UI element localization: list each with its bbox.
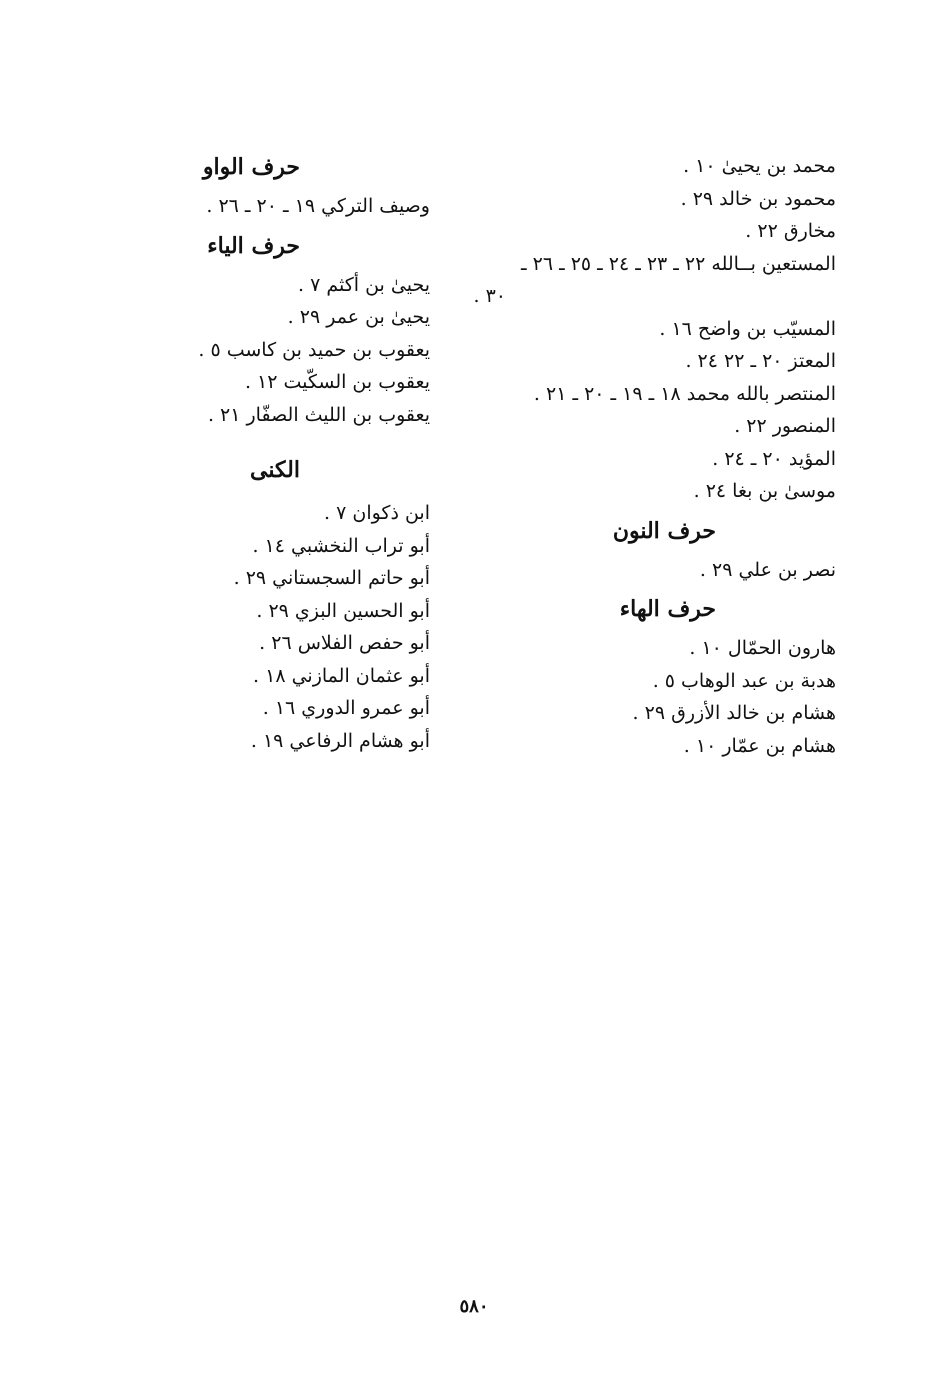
index-entry: المسيّب بن واضح ١٦ . <box>659 317 836 340</box>
index-entry: يعقوب بن الليث الصفّار ٢١ . <box>207 403 430 426</box>
index-entry: محمد بن يحيىٰ ١٠ . <box>683 155 836 177</box>
index-entry: وصيف التركي ١٩ ـ ٢٠ ـ ٢٦ . <box>206 195 430 217</box>
index-entry: يعقوب بن حميد بن كاسب ٥ . <box>198 338 430 361</box>
index-entry: نصر بن علي ٢٩ . <box>699 558 836 581</box>
index-entry: أبو تراب النخشبي ١٤ . <box>252 534 430 557</box>
index-entry: مخارق ٢٢ . <box>745 220 836 242</box>
index-entry: أبو هشام الرفاعي ١٩ . <box>250 729 430 752</box>
index-entry: ابن ذكوان ٧ . <box>324 502 430 524</box>
index-entry: أبو حاتم السجستاني ٢٩ . <box>233 567 430 589</box>
index-entry: المستعين بــالله ٢٢ ـ ٢٣ ـ ٢٤ ـ ٢٥ ـ ٢٦ ـ <box>521 252 836 275</box>
index-entry: يعقوب بن السكّيت ١٢ . <box>244 371 430 393</box>
index-entry: يحيىٰ بن أكثم ٧ . <box>297 273 430 296</box>
index-entry: أبو عثمان المازني ١٨ . <box>253 664 430 687</box>
section-heading-kuna: الكنى <box>250 457 300 483</box>
section-heading-yaa: حرف الياء <box>207 232 300 259</box>
index-entry: هدبة بن عبد الوهاب ٥ . <box>652 669 836 692</box>
left-column <box>160 150 430 757</box>
index-entry: هشام بن عمّار ١٠ . <box>683 734 836 757</box>
index-entry-continuation: ٣٠ . <box>473 285 506 307</box>
index-entry: المنصور ٢٢ . <box>734 415 836 437</box>
index-entry: أبو الحسين البزي ٢٩ . <box>256 599 430 622</box>
index-entry: هشام بن خالد الأزرق ٢٩ . <box>632 702 836 724</box>
section-heading-haa: حرف الهاء <box>619 596 716 622</box>
index-entry: محمود بن خالد ٢٩ . <box>680 187 836 210</box>
index-entry: يحيىٰ بن عمر ٢٩ . <box>287 306 430 328</box>
index-entry: المؤيد ٢٠ ـ ٢٤ . <box>712 447 836 470</box>
right-column <box>456 150 836 762</box>
index-entry: أبو عمرو الدوري ١٦ . <box>262 697 430 719</box>
index-entry: المعتز ٢٠ ـ ٢٢ ٢٤ . <box>685 350 836 372</box>
index-entry: موسىٰ بن بغا ٢٤ . <box>693 480 836 502</box>
section-heading-waw: حرف الواو <box>202 154 300 180</box>
index-entry: هارون الحمّال ١٠ . <box>689 637 836 659</box>
page-number: ٥٨٠ <box>459 1296 489 1317</box>
index-entry: المنتصر بالله محمد ١٨ ـ ١٩ ـ ٢٠ ـ ٢١ . <box>533 382 836 405</box>
index-entry: أبو حفص الفلاس ٢٦ . <box>259 632 430 654</box>
section-heading-noon: حرف النون <box>612 517 716 544</box>
